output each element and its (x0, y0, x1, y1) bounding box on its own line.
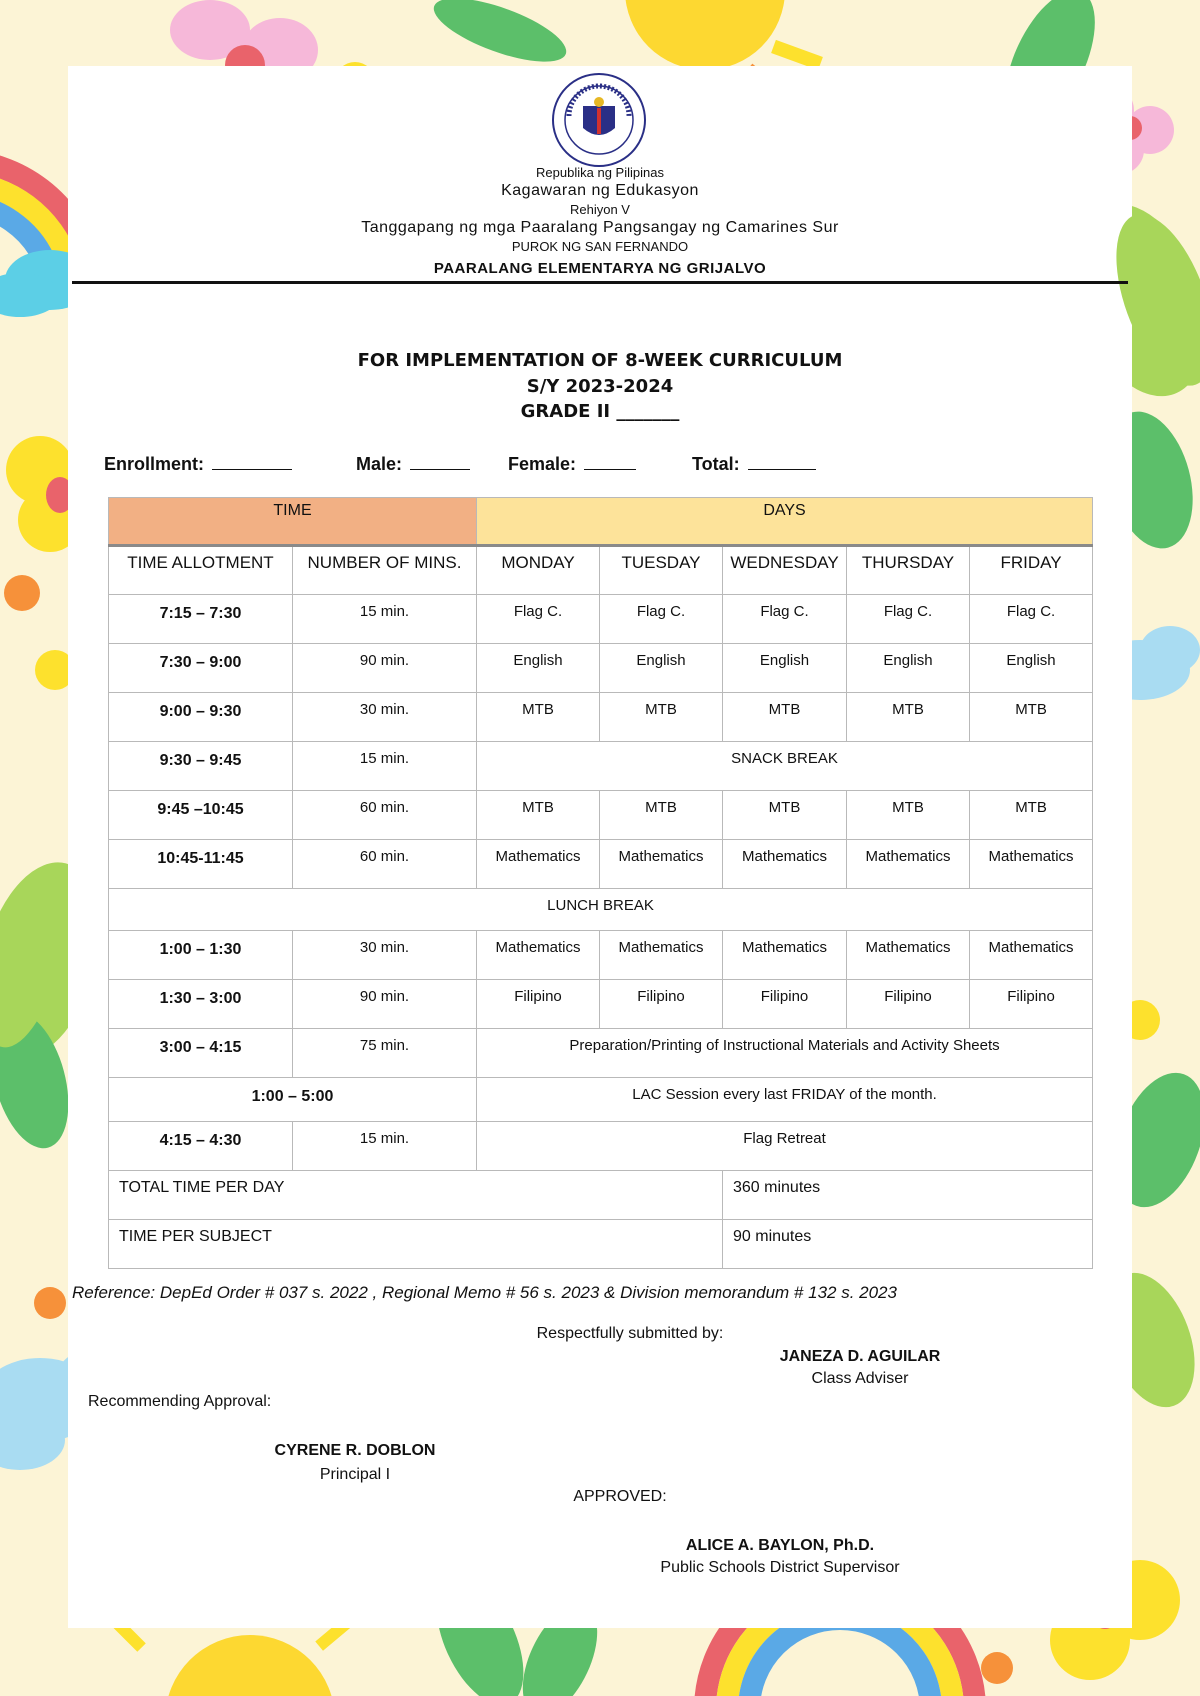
time-per-subject-label: TIME PER SUBJECT (109, 1220, 723, 1269)
time-allotment-cell: 3:00 – 4:15 (109, 1029, 293, 1078)
subject-cell: Flag C. (477, 595, 600, 644)
total-field (692, 453, 816, 475)
subject-cell: English (970, 644, 1093, 693)
column-header: MONDAY (477, 546, 600, 595)
minutes-cell: 90 min. (293, 644, 477, 693)
column-header: NUMBER OF MINS. (293, 546, 477, 595)
time-per-subject-value: 90 minutes (723, 1220, 1093, 1269)
minutes-cell: 30 min. (293, 931, 477, 980)
subject-cell: Filipino (847, 980, 970, 1029)
female-label: Female: (508, 454, 577, 474)
principal-name: CYRENE R. DOBLON (274, 1442, 436, 1459)
adviser-name: JANEZA D. AGUILAR (779, 1348, 941, 1365)
subject-cell: Mathematics (847, 931, 970, 980)
days-header: DAYS (477, 498, 1093, 546)
division-text: Tanggapang ng mga Paaralang Pangsangay ng Camarines Sur (361, 219, 839, 236)
time-per-subject-row (109, 1220, 1093, 1269)
subject-cell: English (477, 644, 600, 693)
minutes-cell: 75 min. (293, 1029, 477, 1078)
schedule-table (108, 497, 1093, 1269)
lunch-break-cell: LUNCH BREAK (109, 889, 1093, 931)
column-header: THURSDAY (847, 546, 970, 595)
department-text: Kagawaran ng Edukasyon (501, 182, 699, 199)
dot-icon (4, 575, 40, 611)
minutes-cell: 60 min. (293, 791, 477, 840)
leaf-icon (427, 0, 574, 75)
time-allotment-cell: 1:00 – 1:30 (109, 931, 293, 980)
time-header: TIME (109, 498, 477, 546)
table-row (109, 889, 1093, 931)
district-text: PUROK NG SAN FERNANDO (511, 239, 689, 254)
table-row (109, 1078, 1093, 1122)
table-row (109, 931, 1093, 980)
subject-cell: MTB (723, 693, 847, 742)
span-activity-cell: Flag Retreat (477, 1122, 1093, 1171)
enrollment-field (104, 453, 292, 475)
subject-cell: MTB (847, 693, 970, 742)
subject-cell: MTB (970, 693, 1093, 742)
subject-cell: Flag C. (600, 595, 723, 644)
table-row (109, 980, 1093, 1029)
grade-level: GRADE II _______ (520, 401, 680, 422)
time-allotment-cell: 1:30 – 3:00 (109, 980, 293, 1029)
subject-cell: MTB (477, 693, 600, 742)
minutes-cell: 15 min. (293, 595, 477, 644)
principal-title: Principal I (319, 1466, 391, 1483)
republic-text: Republika ng Pilipinas (536, 165, 664, 180)
female-field (508, 453, 636, 475)
enrollment-label: Enrollment: (104, 454, 205, 474)
time-allotment-cell: 9:00 – 9:30 (109, 693, 293, 742)
subject-cell: English (600, 644, 723, 693)
subject-cell: Mathematics (723, 931, 847, 980)
school-year: S/Y 2023-2024 (526, 376, 674, 397)
table-row (109, 791, 1093, 840)
total-time-row (109, 1171, 1093, 1220)
subject-cell: MTB (970, 791, 1093, 840)
subject-cell: Mathematics (477, 931, 600, 980)
column-header: FRIDAY (970, 546, 1093, 595)
subject-cell: Mathematics (600, 840, 723, 889)
time-allotment-cell: 9:45 –10:45 (109, 791, 293, 840)
reference-text: Reference: DepEd Order # 037 s. 2022 , Regional Memo # 56 s. 2023 & Division memorandum # 132 s. 2023 (72, 1283, 897, 1302)
minutes-cell: 30 min. (293, 693, 477, 742)
table-row (109, 1122, 1093, 1171)
subject-cell: Filipino (723, 980, 847, 1029)
table-row (109, 1029, 1093, 1078)
subject-cell: MTB (847, 791, 970, 840)
subject-cell: English (847, 644, 970, 693)
span-activity-cell: Preparation/Printing of Instructional Materials and Activity Sheets (477, 1029, 1093, 1078)
dot-icon (981, 1652, 1013, 1684)
time-allotment-cell: 1:00 – 5:00 (109, 1078, 477, 1122)
page-title: FOR IMPLEMENTATION OF 8-WEEK CURRICULUM (357, 350, 843, 371)
subject-cell: Mathematics (970, 931, 1093, 980)
subject-cell: MTB (600, 791, 723, 840)
subject-cell: English (723, 644, 847, 693)
minutes-cell: 15 min. (293, 1122, 477, 1171)
subject-cell: Filipino (477, 980, 600, 1029)
subject-cell: Flag C. (970, 595, 1093, 644)
school-name: PAARALANG ELEMENTARYA NG GRIJALVO (433, 260, 767, 277)
span-activity-cell: SNACK BREAK (477, 742, 1093, 791)
subject-cell: Mathematics (970, 840, 1093, 889)
table-header-row (109, 498, 1093, 546)
header-divider (72, 281, 1128, 284)
total-label: Total: (692, 454, 740, 474)
time-allotment-cell: 4:15 – 4:30 (109, 1122, 293, 1171)
column-header-row (109, 546, 1093, 595)
column-header: TUESDAY (600, 546, 723, 595)
subject-cell: Mathematics (600, 931, 723, 980)
total-time-value: 360 minutes (723, 1171, 1093, 1220)
subject-cell: MTB (723, 791, 847, 840)
minutes-cell: 90 min. (293, 980, 477, 1029)
column-header: TIME ALLOTMENT (109, 546, 293, 595)
subject-cell: Mathematics (847, 840, 970, 889)
table-row (109, 840, 1093, 889)
subject-cell: Flag C. (847, 595, 970, 644)
male-label: Male: (356, 454, 403, 474)
submitted-label: Respectfully submitted by: (536, 1325, 724, 1342)
region-text: Rehiyon V (570, 202, 630, 217)
subject-cell: Flag C. (723, 595, 847, 644)
time-allotment-cell: 7:15 – 7:30 (109, 595, 293, 644)
table-row (109, 644, 1093, 693)
table-row (109, 595, 1093, 644)
minutes-cell: 15 min. (293, 742, 477, 791)
approved-label: APPROVED: (573, 1488, 667, 1505)
supervisor-title: Public Schools District Supervisor (660, 1559, 900, 1576)
recommending-label: Recommending Approval: (88, 1393, 272, 1410)
time-allotment-cell: 7:30 – 9:00 (109, 644, 293, 693)
time-allotment-cell: 9:30 – 9:45 (109, 742, 293, 791)
supervisor-name: ALICE A. BAYLON, Ph.D. (685, 1537, 875, 1554)
time-allotment-cell: 10:45-11:45 (109, 840, 293, 889)
span-activity-cell: LAC Session every last FRIDAY of the month. (477, 1078, 1093, 1122)
subject-cell: Filipino (970, 980, 1093, 1029)
male-field (356, 453, 470, 475)
subject-cell: MTB (477, 791, 600, 840)
subject-cell: MTB (600, 693, 723, 742)
adviser-title: Class Adviser (811, 1370, 909, 1387)
total-time-label: TOTAL TIME PER DAY (109, 1171, 723, 1220)
table-row (109, 742, 1093, 791)
dot-icon (34, 1287, 66, 1319)
subject-cell: Mathematics (477, 840, 600, 889)
subject-cell: Filipino (600, 980, 723, 1029)
subject-cell: Mathematics (723, 840, 847, 889)
table-row (109, 693, 1093, 742)
column-header: WEDNESDAY (723, 546, 847, 595)
minutes-cell: 60 min. (293, 840, 477, 889)
deped-seal-icon (551, 72, 647, 168)
